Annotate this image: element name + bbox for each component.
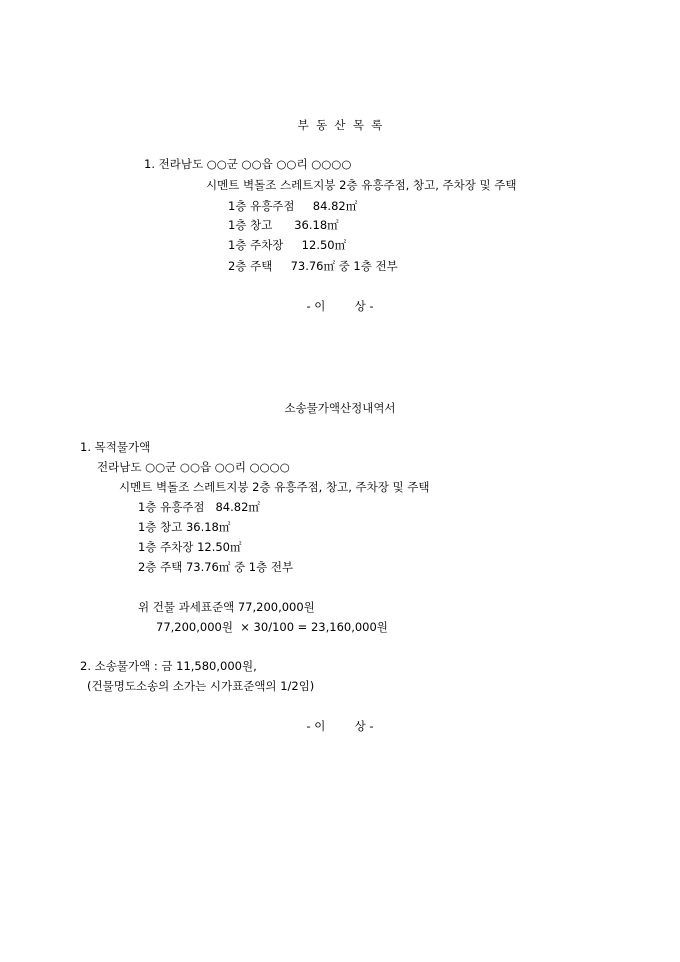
end-mark: - 이 상 - <box>306 299 374 313</box>
property-list-title: 부 동 산 목 록 <box>297 118 383 132</box>
valuation-floor-item: 1층 유흥주점 84.82㎡ <box>138 500 260 514</box>
valuation-building-description: 시멘트 벽돌조 스레트지붕 2층 유흥주점, 창고, 주차장 및 주택 <box>119 480 430 494</box>
calculation: 77,200,000원 × 30/100 = 23,160,000원 <box>156 620 388 634</box>
end-mark: - 이 상 - <box>306 719 374 733</box>
valuation-title: 소송물가액산정내역서 <box>284 401 396 415</box>
building-description: 시멘트 벽돌조 스레트지붕 2층 유흥주점, 창고, 주차장 및 주택 <box>206 178 517 192</box>
floor-item: 1층 주차장 12.50㎡ <box>228 238 347 252</box>
floor-item: 2층 주택 73.76㎡ 중 1층 전부 <box>228 259 398 273</box>
valuation-floor-item: 2층 주택 73.76㎡ 중 1층 전부 <box>138 560 294 574</box>
claim-value: 2. 소송물가액 : 금 11,580,000원, <box>80 659 257 673</box>
valuation-floor-item: 1층 주차장 12.50㎡ <box>138 540 242 554</box>
target-value-heading: 1. 목적물가액 <box>80 440 151 454</box>
floor-item: 1층 유흥주점 84.82㎡ <box>228 199 358 213</box>
claim-value-note: (건물명도소송의 소가는 시가표준액의 1/2임) <box>87 679 315 693</box>
valuation-floor-item: 1층 창고 36.18㎡ <box>138 520 231 534</box>
valuation-address: 전라남도 ○○군 ○○읍 ○○리 ○○○○ <box>97 460 290 474</box>
floor-item: 1층 창고 36.18㎡ <box>228 218 339 232</box>
property-address: 1. 전라남도 ○○군 ○○읍 ○○리 ○○○○ <box>144 157 352 171</box>
tax-standard: 위 건물 과세표준액 77,200,000원 <box>138 600 315 614</box>
